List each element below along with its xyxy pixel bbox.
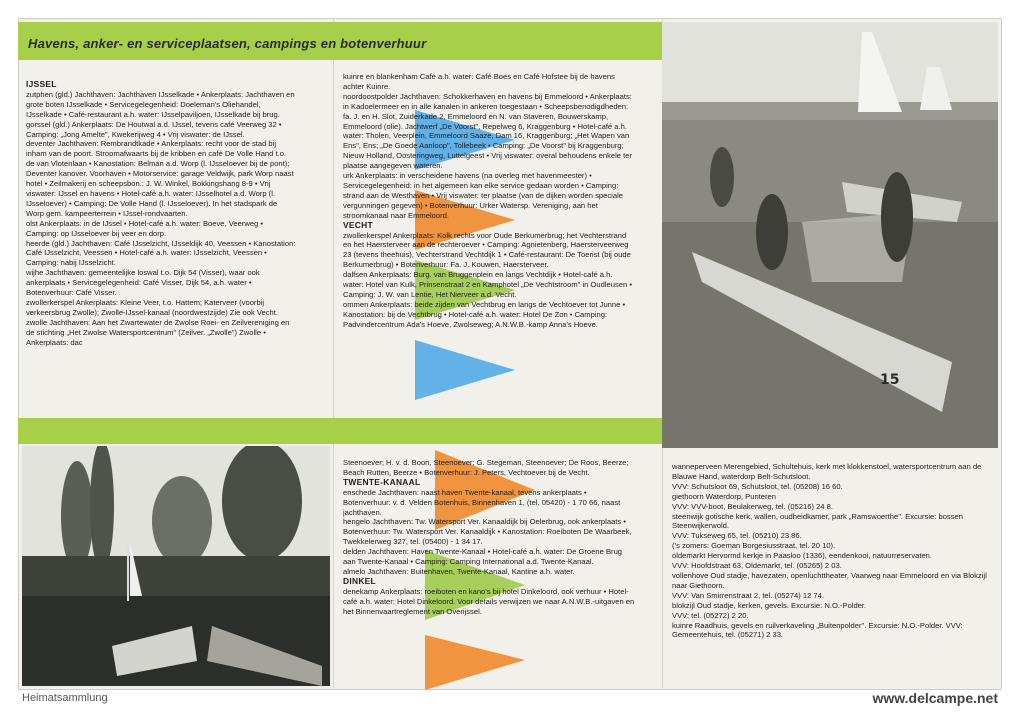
- entry-paragraph: zwollerkerspel Ankerplaats: Kleine Veer, t.o. Hattem; Katerveer (voorbij verkeersbrug Zwolle); Zwolle-IJssel-kanaal (noordwestzijde) Zie ook Vecht.: [26, 297, 278, 317]
- entry-paragraph: Steenoever; H. v. d. Boon, Steenoever; G. Stegeman, Steenoever; De Roos, Beerze; Beach Rutten, Beerze • Botenverhuur: J. Peters, Vechtoever bij de Vecht.: [343, 458, 629, 477]
- entry-paragraph: urk Ankerplaats: in verscheidene havens (na overleg met havenmeester) • Servicegelegenheid: in het algemeen kan elke service gedaan worden • Camping: strand aan de Westhaven • Vrij viswater: ter plaatse (van de dijken worden speciale vergunningen gegeven) • Botenverhuur: Urker Watersp. Vereniging, aan het stroomkanaal naar Emmeloord.: [343, 171, 623, 220]
- section-heading: VECHT: [343, 219, 373, 230]
- entry-paragraph: giethoorn Waterdorp, Punteren: [672, 491, 776, 501]
- entry-paragraph: VVV: VVV-boot, Beulakerweg, tel. (05216) 24 8.: [672, 501, 833, 511]
- entry-paragraph: zutphen (gld.) Jachthaven: Jachthaven IJsselkade • Ankerplaats: Jachthaven en grote boten IJsselkade • Servicegelegenheid: Doeleman's Oliehandel, IJsselkade • Café-restaurant a.h. water: IJsselpaviljoen, IJsselkade bij brug.: [26, 89, 295, 119]
- section-heading: DINKEL: [343, 575, 376, 586]
- entry-paragraph: kuinre Raadhuis, gevels en ruilverkaveling „Buitenpolder". Excursie: N.O.-Polder. VVV: Gemeentehuis, tel. (05271) 2 33.: [672, 620, 963, 640]
- entry-paragraph: VVV: tel. (05272) 2 20.: [672, 610, 749, 620]
- entry-paragraph: steenwijk gotische kerk, wallen, oudheidkamer, park „Ramswoerthe". Excursie: bossen Steenwijkerwold.: [672, 511, 963, 531]
- entry-paragraph: VVV: Van Smirrenstraat 2, tel. (05274) 12 74.: [672, 590, 824, 600]
- entry-paragraph: VVV: Tukseweg 65, tel. (05210) 23 86.: [672, 531, 802, 541]
- entry-paragraph: gorssel (gld.) Ankerplaats: De Houtwal a.d. IJssel, tevens café Veerweg 32 • Camping: „Jong Amelte", Kwekerijweg 4 • Vrij viswater: de IJssel.: [26, 119, 282, 139]
- entry-paragraph: vollenhove Oud stadje, havezaten, openluchttheater, Vaarweg naar Emmeloord en via Blokzijl naar Giethoorn.: [672, 570, 987, 590]
- column-ijssel: [26, 80, 296, 410]
- entry-paragraph: deventer Jachthaven: Rembrandtkade • Ankerplaats: recht voor de stad bij inham van de poort. Stroomafwaarts bij de kribben en café De Volle Hand t.o. de van Vlotenlaan • Kanostation: Belman a.d. Worp (l. IJsseloever bij de pont); Deventer kanover. Voorhaven • Motorservice: garage Veldwijk, park Worp naast hotel • Zeilmakerij en scheepsbon.: J. W. Winkel, Bokkingshang 8-9 • Vrij viswater: IJssel en havens • Hotel-café a.h. water: IJsselhotel a.d. Worp (l. IJsseloever) • Camping: De Volle Hand (l. IJsseloever). In het stadspark de Worp gem. kampeerterrein • IJssel-rondvaarten.: [26, 139, 294, 218]
- entry-paragraph: oldemarkt Hervormd kerkje in Paasloo (1336), eendenkooi, natuurreservaten.: [672, 551, 933, 561]
- entry-paragraph: enschede Jachthaven: naast haven Twente-kanaal, tevens ankerplaats • Botenverhuur: v. d. Velden Botenhuis, Binnenhaven 1, (tel. 05420) - 1 70 66, naast jachthaven.: [343, 487, 621, 517]
- column-vecht: [343, 72, 635, 412]
- entry-paragraph: heerde (gld.) Jachthaven: Café IJsselzicht, IJsseldijk 40, Veessen • Kanostation: Café IJsselzicht, Veessen • Hotel-café a.h. water: IJsselzicht, Veessen • Camping: nabij IJsselzicht.: [26, 238, 296, 268]
- entry-paragraph: zwolle Jachthaven: Aan het Zwartewater de Zwolse Roei- en Zeilvereniging en de stichting „Het Zwolse Watersportcentrum" (Zeilver. „Zwolle") Zwolle • Ankerplaats: dac: [26, 317, 290, 347]
- fold-line: [333, 18, 334, 688]
- section-heading: IJSSEL: [26, 80, 57, 89]
- column-twente: [343, 458, 635, 680]
- column-vvv: [672, 462, 994, 682]
- middle-band: [18, 418, 662, 444]
- entry-paragraph: wanneperveen Merengebied, Schultehuis, kerk met klokkenstoel, watersportcentrum aan de Blauwe Hand, waterdorp Belt-Schutsloot.: [672, 462, 982, 481]
- section-heading: TWENTE-KANAAL: [343, 476, 421, 487]
- svg-text:15: 15: [880, 372, 900, 388]
- entry-paragraph: denekamp Ankerplaats: roeiboten en kano's bij hotel Dinkeloord, ook verhuur • Hotel-café a.h. water: Hotel Dinkeloord. Voor details verwijzen we naar A.N.W.B.-uitgaven en het Binnenvaartreglement van Overijssel.: [343, 586, 635, 616]
- entry-paragraph: blokzijl Oud stadje, kerken, gevels. Excursie: N.O.-Polder.: [672, 600, 867, 610]
- entry-paragraph: noordoostpolder Jachthaven: Schokkerhaven en havens bij Emmeloord • Ankerplaats: in Kadoelermeer en in alle kanalen in ankeren toegestaan • Scheepsbenodigdheden: fa. J. en H. Slot, Zuiderkade 2, Emmeloord en N. van Staveren, Bouwerskamp, Emmeloord (olie). Jachtwerf „De Voorst", Repelweg 6, Kraggenburg • Hotel-café a.h. water: Tholen, Veerplein, Emmeloord Saaze, Dam 16, Kraggenburg; „Het Wapen van Ens", Ens; „De Goede Aanloop", Tollebeek • Camping: „De Voorst" bij Kraggenburg; Nieuw Holland, Oosteringweg, Luttelgeest • Vrij viswater: overal behoudens enkele ter plaatse aangegeven wateren.: [343, 91, 632, 171]
- entry-paragraph: VVV: Schutsloot 69, Schutsloot, tel. (05208) 16 60.: [672, 481, 843, 491]
- watermark-left: Heimatsammlung: [22, 692, 108, 704]
- beach-canoe-photo: [662, 22, 998, 448]
- entry-paragraph: olst Ankerplaats: in de IJssel • Hotel-café a.h. water: Boeve, Veerweg • Camping: op IJsseloever bij veer en dorp.: [26, 218, 264, 238]
- entry-paragraph: zwollerkerspel Ankerplaats: Kolk rechts voor Oude Berkumerbrug; het Vechterstrand en het Haerstervеer aan de rechteroever • Camping: Agnietenberg, Haersterveerweg 23 (tevens theehuis), Vechterstrand Vechtdijk 1 • Café-restaurant: De Toerist (bij oude Berkumerbrug) • Botenverhuur: Fa. J. Kouwen, Haersterveer.: [343, 230, 631, 270]
- entry-paragraph: (’s zomers: Goeman Borgesiusstraat, tel. 20 10).: [672, 541, 836, 551]
- entry-paragraph: kuinre en blankenham Café a.h. water: Café Boes en Café Hofstee bij de havens achter Kuinre.: [343, 72, 615, 91]
- entry-paragraph: ommen Ankerplaats: beide zijden van Vechtbrug en langs de Vechtoever tot Junne • Kanostation: bij de Vechtbrug • Hotel-café a.h. water: Hotel De Zon • Camping: Padvindercentrum Ada's Hoeve, Zwolseweg; A.N.W.B.-kamp Anna's Hoeve.: [343, 299, 626, 329]
- entry-paragraph: almelo Jachthaven: Buitenhaven, Twente-Kanaal, Kantine a.h. water.: [343, 566, 575, 576]
- entry-paragraph: wijhe Jachthaven: gemeentelijke loswal t.o. Dijk 54 (Visser), waar ook ankerplaats • Servicegelegenheid: Café Visser, Dijk 54, a.h. water • Botenverhuur: Café Visser.: [26, 268, 260, 298]
- entry-paragraph: delden Jachthaven: Haven Twente-Kanaal • Hotel-café a.h. water: De Groene Brug aan Twente-Kanaal • Camping: Camping International a.d. Twente-Kanaal.: [343, 547, 623, 567]
- page-title: Havens, anker- en serviceplaatsen, campings en botenverhuur: [28, 36, 427, 51]
- entry-paragraph: dalfsen Ankerplaats: Burg. van Bruggenplein en langs Vechtdijk • Hotel-café a.h. water: Hotel van Kulk, Prinsenstraat 2 en Kamphotel „De Vechtstroom" in Oudleusen • Camping: J. W. van Lentie, Het Nierveer a.d. Vecht.: [343, 270, 632, 299]
- canal-boats-photo: [22, 446, 330, 686]
- entry-paragraph: VVV: Hoofdstraat 63, Oldemarkt, tel. (05265) 2 03.: [672, 561, 842, 571]
- watermark-right: www.delcampe.net: [872, 690, 998, 706]
- entry-paragraph: hengelo Jachthaven: Tw. Watersport Ver. Kanaaldijk bij Oelerbrug, ook ankerplaats • Botenverhuur: Tw. Watersport Ver. Kanaaldijk • Kanostation: Roeiboten De Waarbeek, Twekkelerweg 327, tel. (05400) - 1 34 17.: [343, 517, 632, 547]
